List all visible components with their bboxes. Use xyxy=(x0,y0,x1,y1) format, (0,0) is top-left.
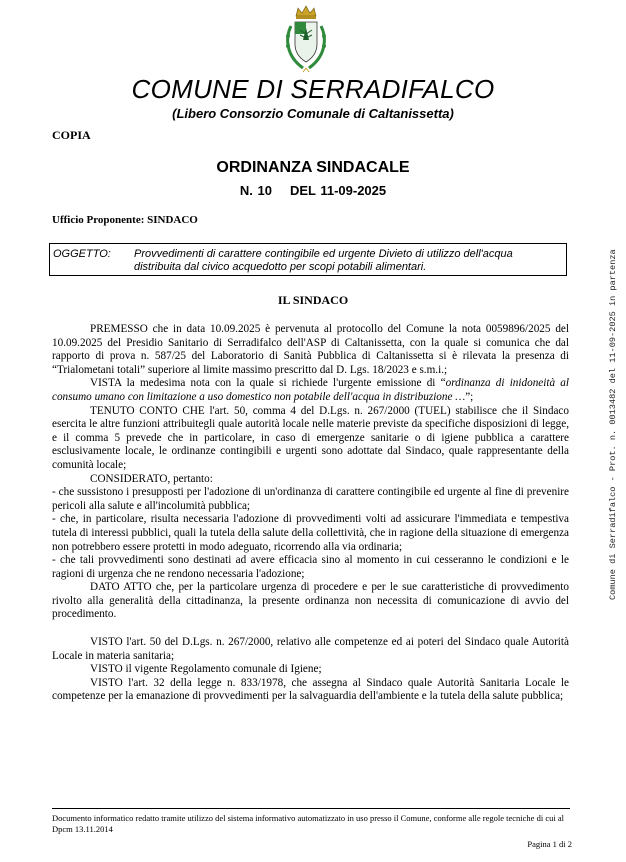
subject-text: Provvedimenti di carattere contingibile ed urgente Divieto di utilizzo dell'acqua distribuita dal civico acquedotto per scopi potabili alimentari. xyxy=(134,248,513,273)
paragraph-premesso: PREMESSO che in data 10.09.2025 è pervenuta al protocollo del Comune la nota 0059896/2025 del 10.09.2025 del Presidio Sanitario di Serradifalco dell'ASP di Caltanissetta, con la quale si comunica che dal rapporto di prova n. 587/25 del Laboratorio di Sanità Pubblica di Caltanissetta si è rilevata la presenza di “Trialometani totali” superiore al limite massimo prescritto dal D. Lgs. 18/2023 e s.m.i.; xyxy=(52,323,569,376)
subject-box xyxy=(49,243,567,276)
ordinance-number: N. 10 xyxy=(239,183,272,198)
municipality-name: COMUNE DI SERRADIFALCO xyxy=(131,74,495,104)
paragraph-tenuto-conto: TENUTO CONTO CHE l'art. 50, comma 4 del D.Lgs. n. 267/2000 (TUEL) stabilisce che il Sindaco esercita le altre funzioni attribuitegli quale autorità locale nelle materie previste da specifiche disposizioni di legge, e il comma 5 prevede che in particolare, in caso di emergenze sanitarie o di igiene pubblica a carattere esclusivamente locale, le ordinanze contingibili e urgenti sono adottate dal Sindaco, quale rappresentante della comunità locale; xyxy=(52,404,569,471)
ordinance-body xyxy=(52,323,569,704)
list-item-presupposti: - che sussistono i presupposti per l'adozione di un'ordinanza di carattere contingibile ed urgente al fine di prevenire pericoli alla salute e all'incolumità pubblica; xyxy=(52,486,569,512)
province-consortium: (Libero Consorzio Comunale di Caltanissetta) xyxy=(172,106,454,121)
footer-divider xyxy=(52,808,570,809)
mayor-heading: IL SINDACO xyxy=(277,293,349,307)
ordinance-number-line xyxy=(0,183,626,198)
list-item-provvedimenti: - che, in particolare, risulta necessaria l'adozione di provvedimenti volti ad assicurare l'immediata e tempestiva tutela di interessi pubblici, quali la tutela della salute della collettività, che in ragione della situazione di emergenza non potrebbero essere protetti in modo adeguato, ricorrendo alla via ordinaria; xyxy=(52,513,569,553)
paragraph-visto-art50: VISTO l'art. 50 del D.Lgs. n. 267/2000, relativo alle competenze ed ai poteri del Sindaco quale Autorità Locale in materia sanitaria; xyxy=(52,636,569,662)
paragraph-considerato: CONSIDERATO, pertanto: xyxy=(90,472,213,485)
list-item-efficacia: - che tali provvedimenti sono destinati ad avere efficacia sino al momento in cui cesseranno le condizioni e le ragioni di urgenza che ne rendono necessaria l'adozione; xyxy=(52,554,569,580)
paragraph-dato-atto: DATO ATTO che, per la particolare urgenza di procedere e per le sue caratteristiche di provvedimento rivolto alla generalità della cittadinanza, la presente ordinanza non necessita di comunicazione di avvio del procedimento. xyxy=(52,581,569,621)
page-number: Pagina 1 di 2 xyxy=(527,839,572,849)
protocol-stamp: Comune di Serradifalco - Prot. n. 0013482 del 11-09-2025 in partenza xyxy=(608,249,618,600)
paragraph-visto-regolamento: VISTO il vigente Regolamento comunale di Igiene; xyxy=(90,663,322,676)
copy-label: COPIA xyxy=(52,128,91,142)
coat-of-arms-logo xyxy=(281,4,331,74)
proposing-office: Ufficio Proponente: SINDACO xyxy=(52,214,198,226)
paragraph-visto-legge833: VISTO l'art. 32 della legge n. 833/1978, che assegna al Sindaco quale Autorità Sanitaria Locale le competenze per la emanazione di provvedimenti per la salvaguardia dell'ambiente e la tutela della salute pubblica; xyxy=(52,676,569,703)
paragraph-vista-nota-end: ”; xyxy=(465,390,474,403)
paragraph-vista-nota-quote: ordinanza di inidoneità al consumo umano con limitazione a uso domestico non potabile dell'acqua in distribuzione … xyxy=(52,377,569,403)
subject-label: OGGETTO: xyxy=(53,248,111,260)
ordinance-title: ORDINANZA SINDACALE xyxy=(216,159,410,176)
paragraph-vista-nota xyxy=(52,377,569,404)
paragraph-vista-nota-intro: VISTA la medesima nota con la quale si richiede l'urgente emissione di “ xyxy=(90,377,446,390)
ordinance-date: DEL 11-09-2025 xyxy=(289,183,387,198)
footer-note: Documento informatico redatto tramite utilizzo del sistema informativo automatizzato in uso presso il Comune, conforme alle regole tecniche di cui al Dpcm 13.11.2014 xyxy=(52,813,564,834)
